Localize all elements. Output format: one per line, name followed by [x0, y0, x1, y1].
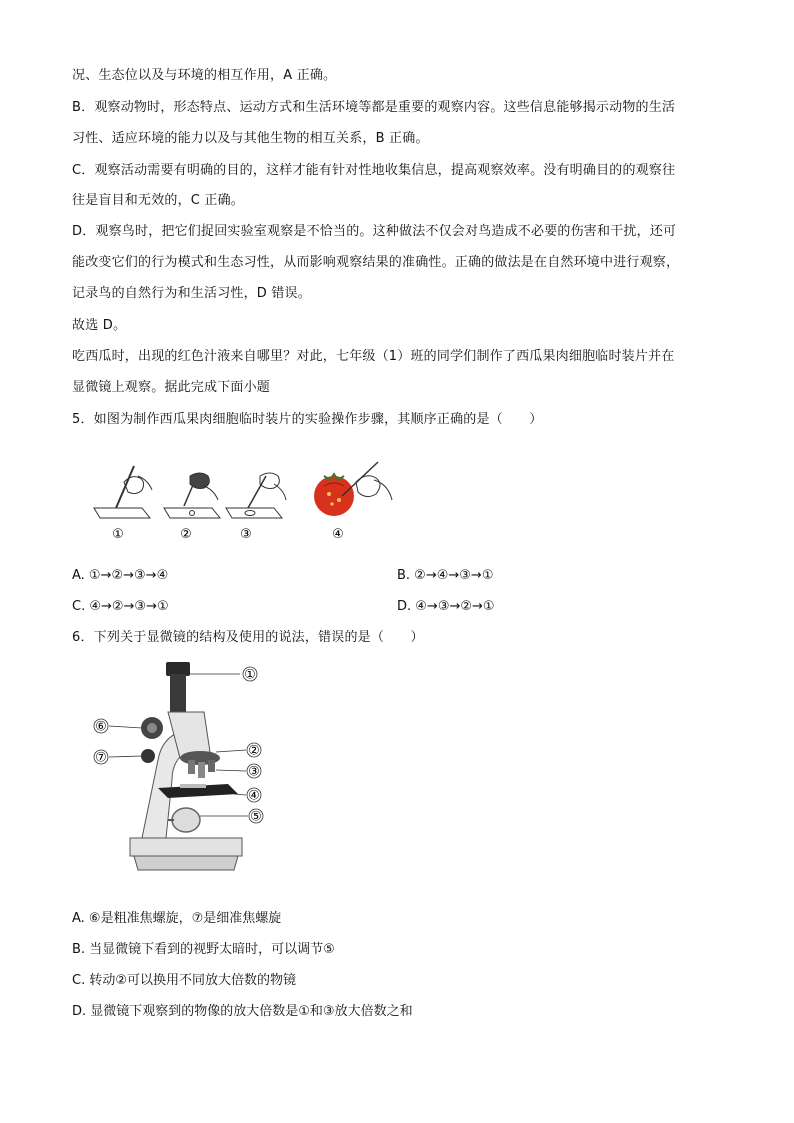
- answer-line: 故选 D。: [72, 318, 127, 333]
- q6-option-d[interactable]: D. 显微镜下观察到的物像的放大倍数是①和③放大倍数之和: [72, 1004, 413, 1019]
- step-label-3: ③: [240, 527, 252, 542]
- eyepiece: [166, 662, 190, 676]
- q6-option-a[interactable]: A. ⑥是粗准焦螺旋，⑦是细准焦螺旋: [72, 911, 282, 926]
- label-3: ③: [248, 764, 260, 780]
- intro-line-2: 显微镜上观察。据此完成下面小题: [72, 380, 271, 395]
- step2-illustration: [164, 473, 220, 518]
- step1-illustration: [94, 466, 152, 518]
- label-5: ⑤: [250, 809, 262, 825]
- q6-stem: 6．下列关于显微镜的结构及使用的说法，错误的是（ ）: [72, 630, 424, 645]
- mirror: [172, 808, 200, 832]
- step-label-4: ④: [332, 527, 344, 542]
- fine-focus-knob: [141, 749, 155, 763]
- explanation-line-a: 况、生态位以及与环境的相互作用，A 正确。: [72, 68, 337, 83]
- explanation-line-c1: C．观察活动需要有明确的目的，这样才能有针对性地收集信息，提高观察效率。没有明确目的的观察往: [72, 163, 676, 178]
- label-6: ⑥: [95, 719, 107, 735]
- q6-option-c[interactable]: C. 转动②可以换用不同放大倍数的物镜: [72, 973, 296, 988]
- step-label-1: ①: [112, 527, 124, 542]
- step-label-2: ②: [180, 527, 192, 542]
- microscope-base: [130, 838, 242, 870]
- q5-stem: 5．如图为制作西瓜果肉细胞临时装片的实验操作步骤，其顺序正确的是（ ）: [72, 412, 543, 427]
- step4-illustration: [314, 462, 392, 516]
- q6-microscope-figure: [88, 660, 288, 882]
- label-7: ⑦: [95, 750, 107, 766]
- explanation-line-d3: 记录鸟的自然行为和生活习性，D 错误。: [72, 286, 311, 301]
- q5-option-c[interactable]: C. ④→②→③→①: [72, 599, 169, 614]
- objective-lens: [188, 760, 195, 774]
- intro-line-1: 吃西瓜时，出现的红色汁液来自哪里？对此，七年级（1）班的同学们制作了西瓜果肉细胞临时装片并在: [72, 349, 675, 364]
- label-2: ②: [248, 743, 260, 759]
- label-1: ①: [244, 667, 256, 683]
- explanation-line-b1: B．观察动物时，形态特点、运动方式和生活环境等都是重要的观察内容。这些信息能够揭示动物的生活: [72, 100, 676, 115]
- q6-option-b[interactable]: B. 当显微镜下看到的视野太暗时，可以调节⑤: [72, 942, 335, 957]
- explanation-line-b2: 习性、适应环境的能力以及与其他生物的相互关系，B 正确。: [72, 131, 429, 146]
- q5-option-d[interactable]: D. ④→③→②→①: [397, 599, 495, 614]
- explanation-line-d1: D．观察鸟时，把它们捉回实验室观察是不恰当的。这种做法不仅会对鸟造成不必要的伤害和干扰，还可: [72, 224, 677, 239]
- explanation-line-c2: 往是盲目和无效的，C 正确。: [72, 193, 245, 208]
- explanation-line-d2: 能改变它们的行为模式和生态习性，从而影响观察结果的准确性。正确的做法是在自然环境中进行观察，: [72, 255, 680, 270]
- q5-option-a[interactable]: A. ①→②→③→④: [72, 568, 169, 583]
- step3-illustration: [226, 473, 286, 518]
- q5-figure: [80, 456, 420, 546]
- label-4: ④: [248, 788, 260, 804]
- q5-option-b[interactable]: B. ②→④→③→①: [397, 568, 494, 583]
- lens-tube: [170, 674, 186, 714]
